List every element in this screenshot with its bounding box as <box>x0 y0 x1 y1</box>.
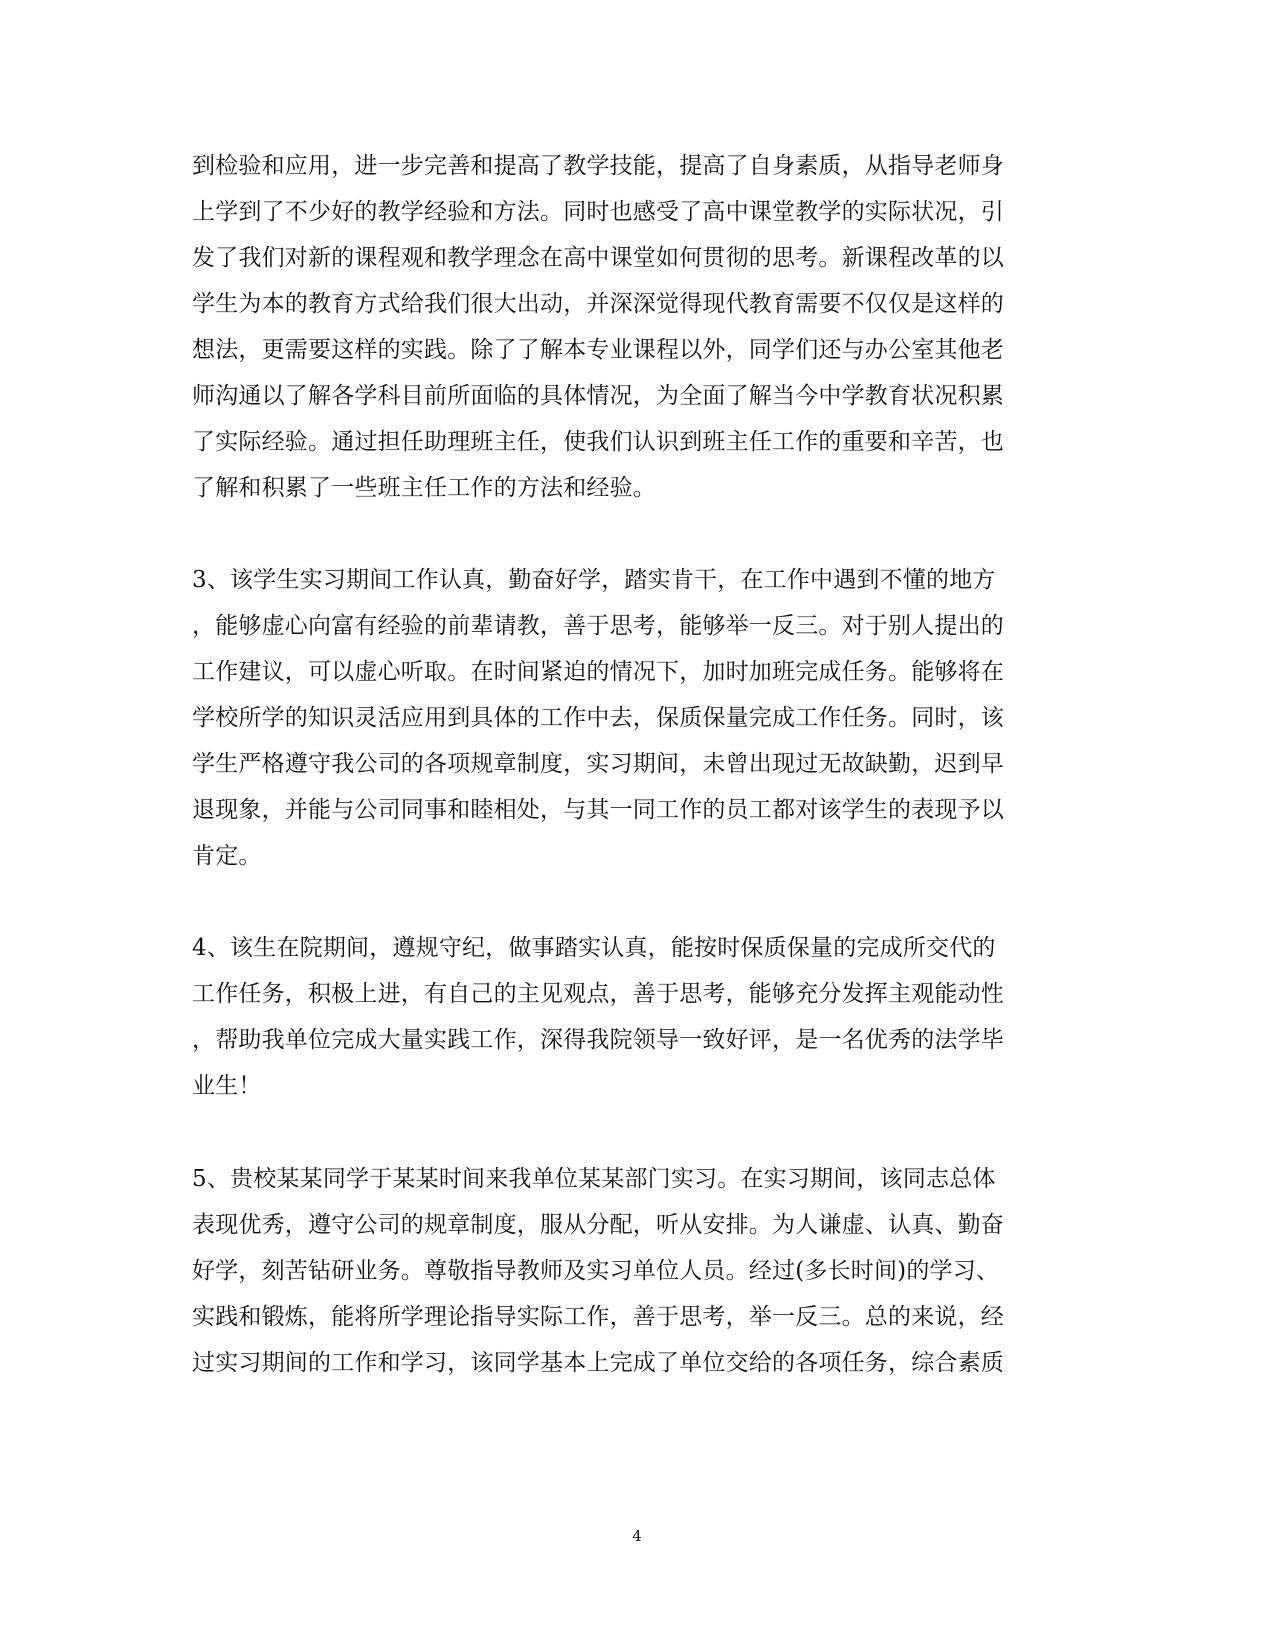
text-line: 过实习期间的工作和学习，该同学基本上完成了单位交给的各项任务，综合素质 <box>192 1350 1004 1376</box>
text-line: 学校所学的知识灵活应用到具体的工作中去，保质保量完成工作任务。同时，该 <box>192 705 1004 731</box>
text-line: 表现优秀，遵守公司的规章制度，服从分配，听从安排。为人谦虚、认真、勤奋 <box>192 1212 1004 1238</box>
text-line: ，能够虚心向富有经验的前辈请教，善于思考，能够举一反三。对于别人提出的 <box>192 613 1004 639</box>
text-line: 工作任务，积极上进，有自己的主见观点，善于思考，能够充分发挥主观能动性 <box>192 981 1004 1007</box>
text-line: 肯定。 <box>192 843 262 869</box>
text-line: 业生！ <box>192 1073 262 1099</box>
text-line: 上学到了不少好的教学经验和方法。同时也感受了高中课堂教学的实际状况，引 <box>192 199 1004 225</box>
text-line: 了实际经验。通过担任助理班主任，使我们认识到班主任工作的重要和辛苦，也 <box>192 429 1004 455</box>
text-line: 工作建议，可以虚心听取。在时间紧迫的情况下，加时加班完成任务。能够将在 <box>192 659 1004 685</box>
text-line: 好学，刻苦钻研业务。尊敬指导教师及实习单位人员。经过(多长时间)的学习、 <box>192 1258 1000 1284</box>
text-line: 想法，更需要这样的实践。除了了解本专业课程以外，同学们还与办公室其他老 <box>192 337 1004 363</box>
text-line: 实践和锻炼，能将所学理论指导实际工作，善于思考，举一反三。总的来说，经 <box>192 1304 1004 1330</box>
text-line: 4、该生在院期间，遵规守纪，做事踏实认真，能按时保质保量的完成所交代的 <box>192 935 996 961</box>
page-number: 4 <box>632 1527 642 1545</box>
text-line: 到检验和应用，进一步完善和提高了教学技能，提高了自身素质，从指导老师身 <box>192 153 1004 179</box>
text-line: 师沟通以了解各学科目前所面临的具体情况，为全面了解当今中学教育状况积累 <box>192 383 1004 409</box>
text-line: 3、该学生实习期间工作认真，勤奋好学，踏实肯干，在工作中遇到不懂的地方 <box>192 567 996 593</box>
text-line: 学生为本的教育方式给我们很大出动，并深深觉得现代教育需要不仅仅是这样的 <box>192 291 1004 317</box>
text-line: 退现象，并能与公司同事和睦相处，与其一同工作的员工都对该学生的表现予以 <box>192 797 1004 823</box>
text-line: 发了我们对新的课程观和教学理念在高中课堂如何贯彻的思考。新课程改革的以 <box>192 245 1004 271</box>
text-line: 5、贵校某某同学于某某时间来我单位某某部门实习。在实习期间，该同志总体 <box>192 1166 996 1192</box>
text-line: 学生严格遵守我公司的各项规章制度，实习期间，未曾出现过无故缺勤，迟到早 <box>192 751 1004 777</box>
text-line: ，帮助我单位完成大量实践工作，深得我院领导一致好评，是一名优秀的法学毕 <box>192 1027 1004 1053</box>
text-line: 了解和积累了一些班主任工作的方法和经验。 <box>192 475 656 501</box>
